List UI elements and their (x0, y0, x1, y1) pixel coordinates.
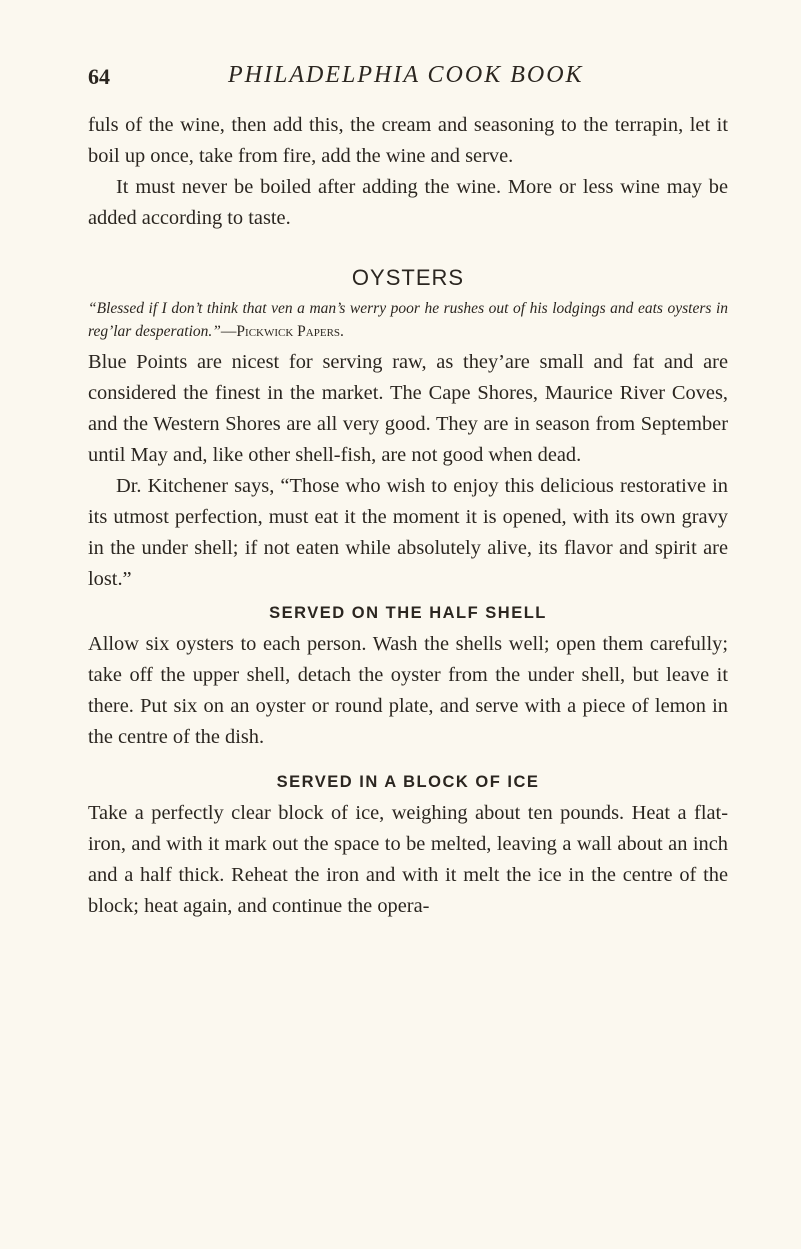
half-shell-paragraph: Allow six oysters to each person. Wash the shells well; open them carefully; take off the upper shell, detach the oyster from the under shell, but leave it there. Put six on an oyster or round plate, and serve with a piece of lemon in the centre of the dish. (88, 633, 728, 748)
oysters-paragraph-2: Dr. Kitchener says, “Those who wish to enjoy this delicious restorative in its utmost perfection, must eat it the moment it is opened, with its own gravy in the under shell; if not eaten while absolutely alive, its flavor and spirit are lost.” (88, 475, 728, 590)
epigraph (88, 297, 728, 343)
section-title-oysters: OYSTERS (351, 265, 465, 290)
epigraph-quote: “Blessed if I don’t think that ven a man’s werry poor he rushes out of his lodgings and eats oysters in reg’lar desperation.” (88, 300, 728, 340)
page-body (88, 110, 728, 922)
epigraph-source: —Pickwick Papers. (220, 323, 344, 340)
oysters-paragraph-1: Blue Points are nicest for serving raw, as they’are small and fat and are considered the finest in the market. The Cape Shores, Maurice River Coves, and the Western Shores are all very good. They are in season from September until May and, like other shell-fish, are not good when dead. (88, 351, 728, 466)
intro-paragraph-1: fuls of the wine, then add this, the cream and seasoning to the terrapin, let it boil up once, take from fire, add the wine and serve. (88, 114, 728, 167)
page-number: 64 (88, 64, 110, 89)
intro-paragraph-2: It must never be boiled after adding the wine. More or less wine may be added according to taste. (88, 176, 728, 229)
subheading-block-of-ice: SERVED IN A BLOCK OF ICE (276, 773, 540, 791)
subheading-half-shell: SERVED ON THE HALF SHELL (269, 604, 547, 622)
running-header (88, 60, 728, 100)
block-of-ice-paragraph: Take a perfectly clear block of ice, weighing about ten pounds. Heat a flat-iron, and with it mark out the space to be melted, leaving a wall about an inch and a half thick. Reheat the iron and with it melt the ice in the centre of the block; heat again, and continue the opera- (88, 802, 728, 917)
running-title: PHILADELPHIA COOK BOOK (228, 62, 584, 88)
